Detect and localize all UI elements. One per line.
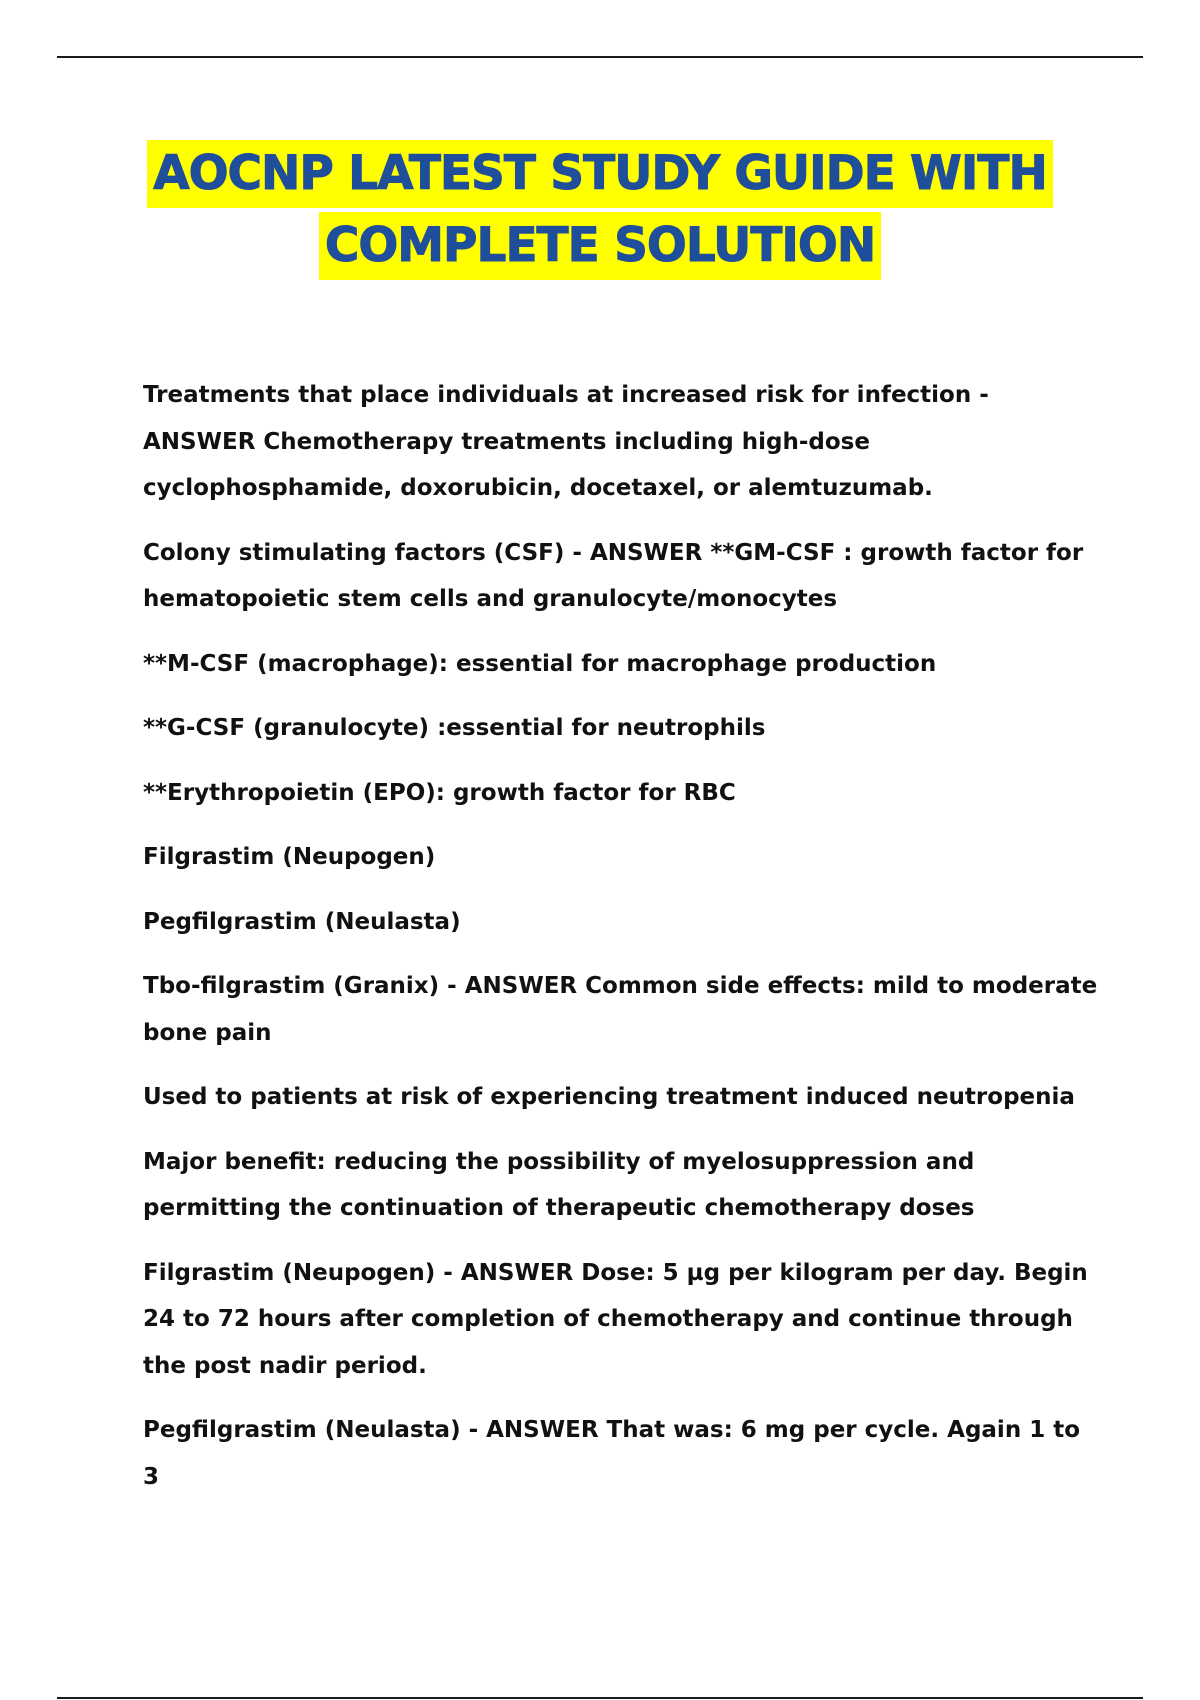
paragraph-g-csf: **G-CSF (granulocyte) :essential for neutrophils [143,715,766,741]
paragraph-pegfilgrastim: Pegfilgrastim (Neulasta) [143,908,461,935]
paragraph-pegfilgrastim-dose: Pegfilgrastim (Neulasta) - ANSWER That was: 6 mg per cycle. Again 1 to 3 [143,1417,1081,1490]
paragraph-infection-risk: Treatments that place individuals at increased risk for infection - ANSWER Chemotherapy treatments including high-dose cyclophosphamide, doxorubicin, docetaxel, or alemtuzumab. [143,382,989,501]
title-line-2: COMPLETE SOLUTION [319,212,881,280]
paragraph-m-csf: **M-CSF (macrophage): essential for macrophage production [143,650,937,677]
bottom-divider [57,1697,1143,1699]
paragraph-epo: **Erythropoietin (EPO): growth factor for RBC [143,779,736,806]
paragraph-tbo-filgrastim: Tbo-filgrastim (Granix) - ANSWER Common side effects: mild to moderate bone pain [143,973,1098,1046]
top-divider [57,56,1143,58]
paragraph-major-benefit: Major benefit: reducing the possibility of myelosuppression and permitting the continuation of therapeutic chemotherapy doses [143,1148,975,1221]
paragraph-filgrastim: Filgrastim (Neupogen) [143,844,436,870]
paragraph-csf: Colony stimulating factors (CSF) - ANSWER **GM-CSF : growth factor for hematopoietic stem cells and granulocyte/monocytes [143,539,1084,612]
paragraph-filgrastim-dose: Filgrastim (Neupogen) - ANSWER Dose: 5 µg per kilogram per day. Begin 24 to 72 hours after completion of chemotherapy and continue through the post nadir period. [143,1259,1088,1379]
document-title [0,140,1200,280]
document-body [143,372,1103,1518]
paragraph-usage: Used to patients at risk of experiencing treatment induced neutropenia [143,1084,1075,1110]
title-line-1: AOCNP LATEST STUDY GUIDE WITH [147,140,1053,208]
